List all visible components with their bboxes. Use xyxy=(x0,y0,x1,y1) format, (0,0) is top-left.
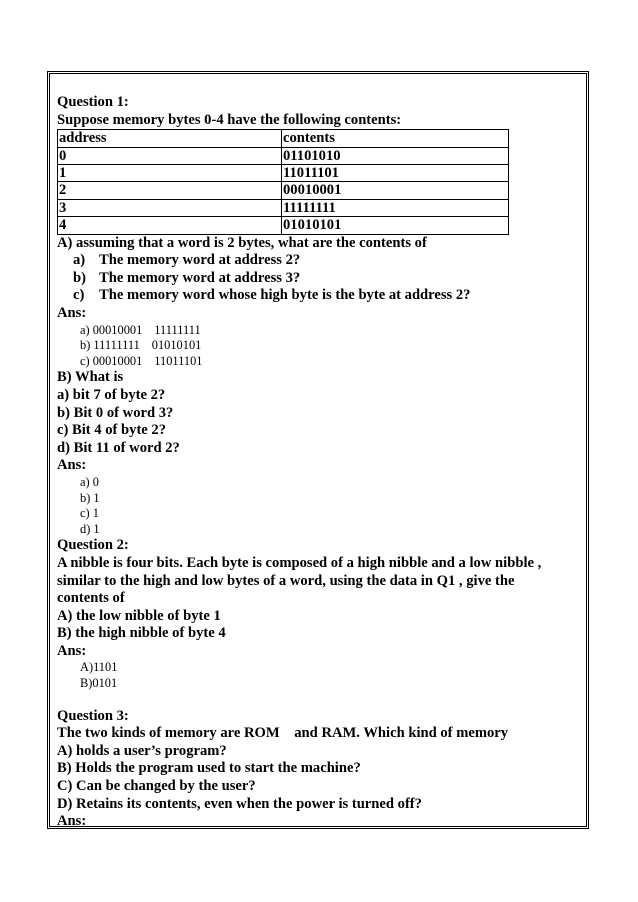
q3-ans-label: Ans: xyxy=(57,813,87,830)
q2-prompt-line: similar to the high and low bytes of a word, using the data in Q1 , give the xyxy=(57,572,515,589)
answer-line xyxy=(57,323,577,339)
q1-prompt: Suppose memory bytes 0-4 have the following contents: xyxy=(57,111,402,128)
q3-prompt: The two kinds of memory are ROM and RAM. Which kind of memory xyxy=(57,725,509,742)
q1-part-b-item: b) Bit 0 of word 3? xyxy=(57,404,174,421)
contents-cell: 11011101 xyxy=(282,165,509,182)
contents-cell: 11111111 xyxy=(282,199,509,216)
table-row xyxy=(58,147,509,164)
q3-item: C) Can be changed by the user? xyxy=(57,778,256,795)
q1-part-b-item: a) bit 7 of byte 2? xyxy=(57,386,166,403)
spacer xyxy=(57,692,577,708)
table-row xyxy=(58,217,509,234)
answer-word-2: 11111111 xyxy=(154,322,201,337)
answer-word-1: b) 11111111 xyxy=(80,338,140,353)
address-cell: 0 xyxy=(58,147,282,164)
item-label: a) xyxy=(73,252,86,269)
table-row xyxy=(58,165,509,182)
answer-word-1: c) 00010001 xyxy=(80,353,143,368)
header-contents: contents xyxy=(282,130,509,147)
q3-item: A) holds a user’s program? xyxy=(57,742,227,759)
item-label: b) xyxy=(73,269,86,286)
q1-part-a-item xyxy=(57,287,577,305)
q1-part-b-ans-label: Ans: xyxy=(57,457,87,474)
answer-line: b) 1 xyxy=(80,490,100,505)
table-header-row xyxy=(58,130,509,147)
address-cell: 4 xyxy=(58,217,282,234)
contents-cell: 01101010 xyxy=(282,147,509,164)
address-cell: 3 xyxy=(58,199,282,216)
q2-prompt-line: contents of xyxy=(57,590,125,607)
q2-item: A) the low nibble of byte 1 xyxy=(57,607,221,624)
q2-prompt-line: A nibble is four bits. Each byte is composed of a high nibble and a low nibble , xyxy=(57,554,542,571)
memory-table xyxy=(57,129,509,234)
q2-item: B) the high nibble of byte 4 xyxy=(57,625,226,642)
item-text: The memory word at address 3? xyxy=(99,269,301,286)
document-body xyxy=(57,94,577,831)
contents-cell: 01010101 xyxy=(282,217,509,234)
q3-heading: Question 3: xyxy=(57,707,129,724)
header-address: address xyxy=(58,130,282,147)
answer-line xyxy=(57,354,577,370)
q2-ans-label: Ans: xyxy=(57,642,87,659)
q1-heading: Question 1: xyxy=(57,94,129,110)
q1-part-b-label: B) What is xyxy=(57,369,124,386)
q2-heading: Question 2: xyxy=(57,537,129,554)
address-cell: 1 xyxy=(58,165,282,182)
q3-item: B) Holds the program used to start the machine? xyxy=(57,760,361,777)
answer-word-2: 11011101 xyxy=(154,353,203,368)
q1-part-a-item xyxy=(57,252,577,270)
item-text: The memory word whose high byte is the byte at address 2? xyxy=(99,287,471,304)
q1-part-a-item xyxy=(57,270,577,288)
answer-line: c) 1 xyxy=(80,506,99,521)
item-label: c) xyxy=(73,287,85,304)
answer-line: B)0101 xyxy=(80,676,118,691)
contents-cell: 00010001 xyxy=(282,182,509,199)
answer-word-2: 01010101 xyxy=(151,338,202,353)
answer-line: A)1101 xyxy=(80,660,118,675)
answer-line: d) 1 xyxy=(80,521,100,536)
answer-line xyxy=(57,338,577,354)
q1-part-a-label: A) assuming that a word is 2 bytes, what are the contents of xyxy=(57,234,427,251)
q1-part-a-ans-label: Ans: xyxy=(57,305,87,321)
q1-part-b-item: d) Bit 11 of word 2? xyxy=(57,439,180,456)
address-cell: 2 xyxy=(58,182,282,199)
table-row xyxy=(58,182,509,199)
answer-word-1: a) 00010001 xyxy=(80,322,143,337)
item-text: The memory word at address 2? xyxy=(99,252,301,269)
q3-item: D) Retains its contents, even when the power is turned off? xyxy=(57,795,422,812)
table-row xyxy=(58,199,509,216)
answer-line: a) 0 xyxy=(80,474,99,489)
q1-part-b-item: c) Bit 4 of byte 2? xyxy=(57,422,167,439)
